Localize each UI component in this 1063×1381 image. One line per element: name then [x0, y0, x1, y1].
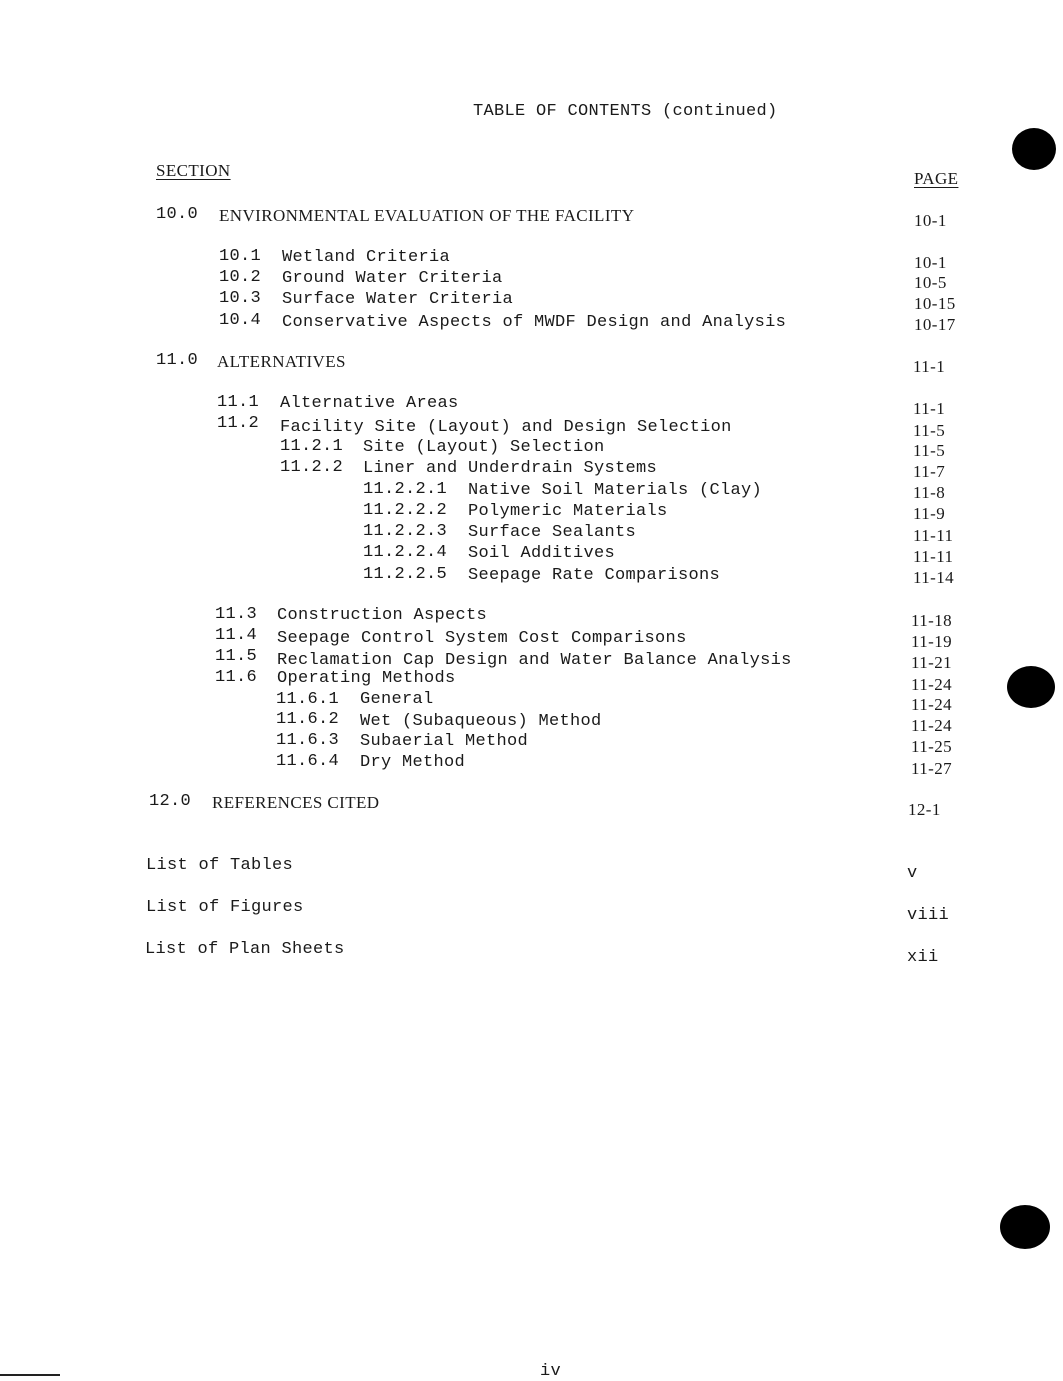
- entry-number: 11.6.2: [276, 710, 340, 729]
- binder-hole-bottom: [1000, 1205, 1050, 1249]
- page-header: PAGE: [914, 169, 959, 188]
- entry-page: 11-9: [913, 504, 946, 523]
- entry-label: Alternative Areas: [280, 394, 459, 413]
- entry-page: 12-1: [908, 800, 941, 819]
- entry-label: Facility Site (Layout) and Design Selection: [280, 418, 732, 437]
- binder-hole-middle: [1007, 666, 1055, 708]
- entry-page: 10-5: [914, 273, 947, 292]
- entry-label: Ground Water Criteria: [282, 269, 503, 288]
- entry-label: Surface Water Criteria: [282, 290, 514, 309]
- list-of-tables-page: v: [907, 864, 918, 883]
- entry-number: 11.2.2: [280, 458, 344, 477]
- entry-number: 11.2.2.5: [363, 565, 448, 584]
- entry-label: Dry Method: [360, 753, 466, 772]
- entry-number: 11.6.3: [276, 731, 340, 750]
- entry-label: ALTERNATIVES: [217, 352, 346, 371]
- entry-number: 11.2.2.1: [363, 480, 448, 499]
- binder-hole-top: [1012, 128, 1056, 170]
- entry-number: 11.2.1: [280, 437, 344, 456]
- entry-number: 10.4: [219, 311, 262, 330]
- entry-label: ENVIRONMENTAL EVALUATION OF THE FACILITY: [219, 206, 635, 225]
- entry-page: 11-7: [913, 462, 946, 481]
- entry-number: 10.3: [219, 289, 262, 308]
- entry-number: 10.2: [219, 268, 262, 287]
- list-of-figures-page: viii: [907, 906, 950, 925]
- entry-label: Operating Methods: [277, 669, 456, 688]
- scan-edge-line: [0, 1374, 60, 1376]
- entry-number: 10.1: [219, 247, 262, 266]
- entry-page: 11-25: [911, 737, 953, 756]
- entry-page: 10-1: [914, 253, 947, 272]
- list-of-tables-label: List of Tables: [146, 856, 294, 875]
- entry-page: 11-11: [913, 547, 954, 566]
- entry-number: 11.1: [217, 393, 260, 412]
- entry-page: 11-21: [911, 653, 953, 672]
- entry-number: 11.6.1: [276, 690, 340, 709]
- entry-page: 10-17: [914, 315, 956, 334]
- entry-number: 11.2.2.2: [363, 501, 448, 520]
- entry-page: 11-19: [911, 632, 953, 651]
- entry-label: Construction Aspects: [277, 606, 488, 625]
- entry-number: 11.0: [156, 351, 199, 370]
- entry-number: 11.4: [215, 626, 258, 645]
- entry-label: Wetland Criteria: [282, 248, 451, 267]
- entry-label: Native Soil Materials (Clay): [468, 481, 763, 500]
- entry-number: 12.0: [149, 792, 192, 811]
- page-title: TABLE OF CONTENTS (continued): [473, 102, 778, 121]
- entry-label: Reclamation Cap Design and Water Balance Analysis: [277, 651, 792, 670]
- entry-label: Wet (Subaqueous) Method: [360, 712, 602, 731]
- entry-page: 11-14: [913, 568, 955, 587]
- entry-number: 11.3: [215, 605, 258, 624]
- entry-label: Conservative Aspects of MWDF Design and Analysis: [282, 313, 787, 332]
- entry-label: Seepage Rate Comparisons: [468, 566, 721, 585]
- entry-label: General: [360, 690, 434, 709]
- entry-page: 10-15: [914, 294, 956, 313]
- entry-page: 11-1: [913, 357, 946, 376]
- entry-label: Soil Additives: [468, 544, 616, 563]
- entry-label: Subaerial Method: [360, 732, 529, 751]
- entry-page: 11-11: [913, 526, 954, 545]
- entry-number: 10.0: [156, 205, 199, 224]
- entry-label: REFERENCES CITED: [212, 793, 380, 812]
- entry-number: 11.6.4: [276, 752, 340, 771]
- entry-number: 11.5: [215, 647, 258, 666]
- entry-label: Liner and Underdrain Systems: [363, 459, 658, 478]
- entry-page: 11-24: [911, 716, 953, 735]
- entry-number: 11.6: [215, 668, 258, 687]
- entry-label: Site (Layout) Selection: [363, 438, 605, 457]
- entry-page: 11-24: [911, 675, 953, 694]
- entry-page: 11-27: [911, 759, 953, 778]
- entry-number: 11.2.2.4: [363, 543, 448, 562]
- entry-label: Surface Sealants: [468, 523, 637, 542]
- footer-page-number: iv: [540, 1362, 562, 1381]
- entry-page: 11-5: [913, 441, 946, 460]
- entry-number: 11.2: [217, 414, 260, 433]
- entry-label: Seepage Control System Cost Comparisons: [277, 629, 687, 648]
- entry-page: 11-1: [913, 399, 946, 418]
- list-of-plan-sheets-label: List of Plan Sheets: [145, 940, 345, 959]
- entry-page: 11-24: [911, 695, 953, 714]
- entry-number: 11.2.2.3: [363, 522, 448, 541]
- section-header: SECTION: [156, 161, 231, 180]
- entry-page: 11-18: [911, 611, 953, 630]
- entry-page: 11-5: [913, 421, 946, 440]
- entry-label: Polymeric Materials: [468, 502, 668, 521]
- list-of-plan-sheets-page: xii: [907, 948, 939, 967]
- entry-page: 10-1: [914, 211, 947, 230]
- entry-page: 11-8: [913, 483, 946, 502]
- list-of-figures-label: List of Figures: [146, 898, 304, 917]
